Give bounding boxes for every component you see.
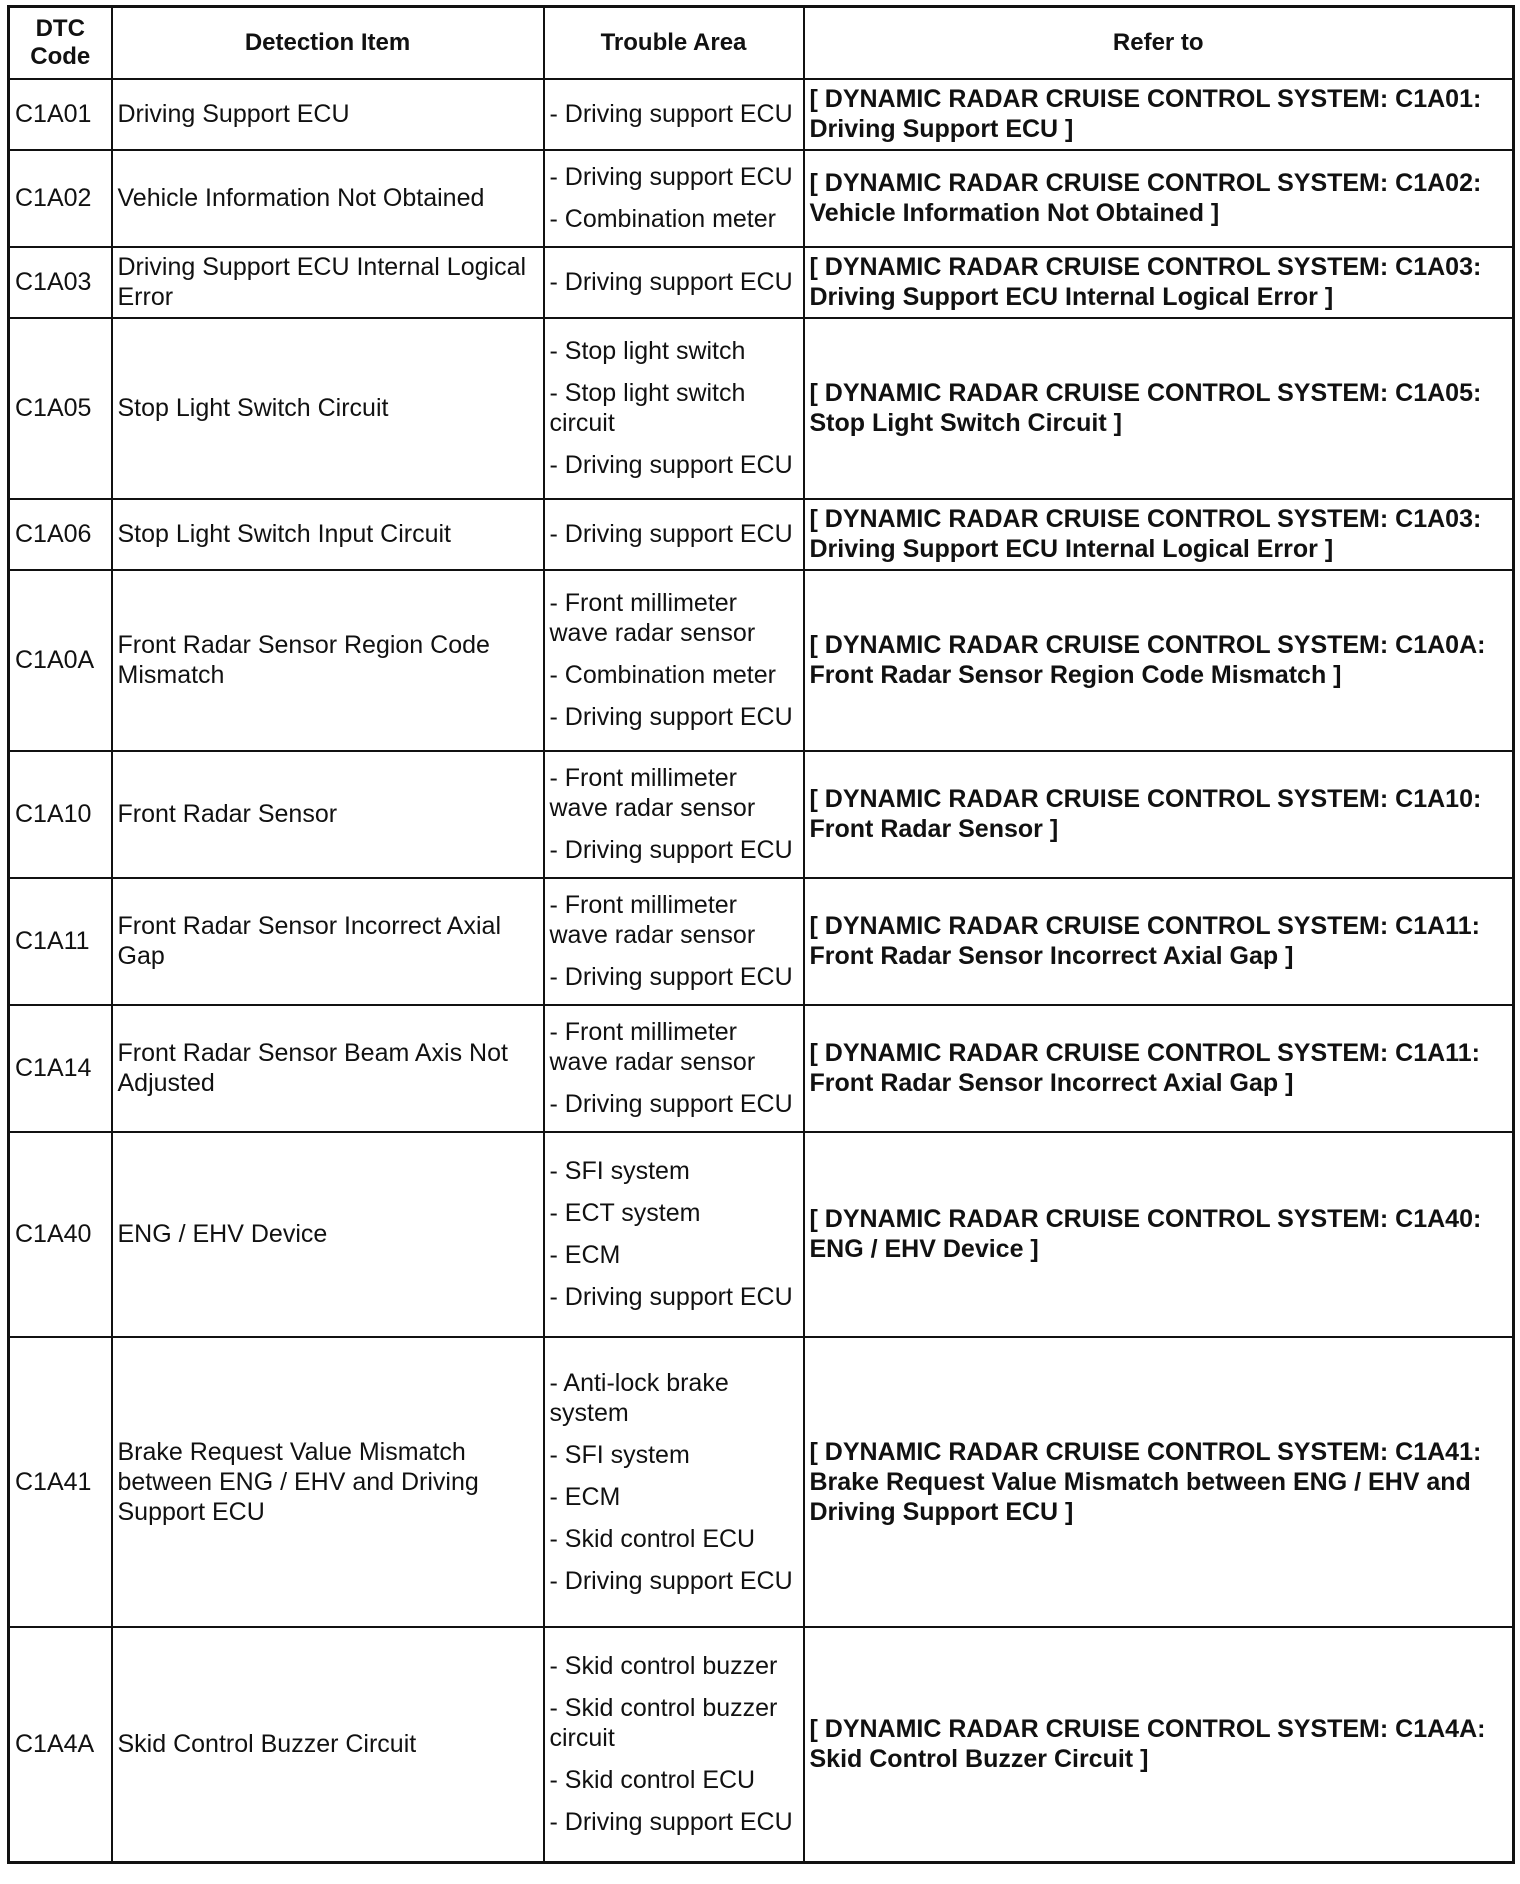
refer-to-link[interactable]: [ DYNAMIC RADAR CRUISE CONTROL SYSTEM: C1A03: Driving Support ECU Internal Logical Error ] bbox=[804, 499, 1514, 570]
detection-item-cell: Driving Support ECU Internal Logical Error bbox=[112, 247, 544, 318]
refer-to-link[interactable]: [ DYNAMIC RADAR CRUISE CONTROL SYSTEM: C1A4A: Skid Control Buzzer Circuit ] bbox=[804, 1627, 1514, 1863]
dtc-table bbox=[7, 5, 1515, 1864]
trouble-area-item: - Driving support ECU bbox=[549, 1566, 793, 1595]
refer-to-link[interactable]: [ DYNAMIC RADAR CRUISE CONTROL SYSTEM: C1A03: Driving Support ECU Internal Logical Error ] bbox=[804, 247, 1514, 318]
table-row bbox=[9, 150, 1514, 247]
dtc-code-cell: C1A11 bbox=[9, 878, 112, 1005]
detection-item-cell: Front Radar Sensor bbox=[112, 751, 544, 878]
dtc-code-cell: C1A01 bbox=[9, 79, 112, 150]
trouble-area-cell bbox=[544, 247, 804, 318]
detection-item-cell: Stop Light Switch Input Circuit bbox=[112, 499, 544, 570]
refer-to-link[interactable]: [ DYNAMIC RADAR CRUISE CONTROL SYSTEM: C1A05: Stop Light Switch Circuit ] bbox=[804, 318, 1514, 499]
trouble-area-cell bbox=[544, 751, 804, 878]
trouble-area-item: - Driving support ECU bbox=[549, 836, 793, 864]
refer-to-link[interactable]: [ DYNAMIC RADAR CRUISE CONTROL SYSTEM: C1A40: ENG / EHV Device ] bbox=[804, 1132, 1514, 1337]
dtc-code-cell: C1A41 bbox=[9, 1337, 112, 1627]
trouble-area-cell bbox=[544, 79, 804, 150]
detection-item-cell: ENG / EHV Device bbox=[112, 1132, 544, 1337]
trouble-area-cell bbox=[544, 1337, 804, 1627]
refer-to-link[interactable]: [ DYNAMIC RADAR CRUISE CONTROL SYSTEM: C1A11: Front Radar Sensor Incorrect Axial Gap ] bbox=[804, 1005, 1514, 1132]
table-row bbox=[9, 878, 1514, 1005]
trouble-area-item: - Front millimeter wave radar sensor bbox=[549, 1018, 756, 1076]
table-row bbox=[9, 247, 1514, 318]
table-row bbox=[9, 751, 1514, 878]
trouble-area-item: - ECM bbox=[549, 1482, 621, 1511]
trouble-area-item: - Driving support ECU bbox=[549, 703, 793, 731]
trouble-area-cell bbox=[544, 318, 804, 499]
trouble-area-item: - Driving support ECU bbox=[549, 520, 793, 548]
table-header bbox=[9, 7, 1514, 79]
trouble-area-item: - Stop light switch bbox=[549, 337, 746, 365]
table-row bbox=[9, 1337, 1514, 1627]
header-trouble-area: Trouble Area bbox=[544, 7, 804, 79]
trouble-area-item: - Driving support ECU bbox=[549, 963, 793, 991]
table-row bbox=[9, 570, 1514, 751]
detection-item-cell: Vehicle Information Not Obtained bbox=[112, 150, 544, 247]
trouble-area-item: - Skid control buzzer bbox=[549, 1652, 778, 1681]
dtc-code-cell: C1A40 bbox=[9, 1132, 112, 1337]
table-row bbox=[9, 1005, 1514, 1132]
header-detection-item: Detection Item bbox=[112, 7, 544, 79]
refer-to-link[interactable]: [ DYNAMIC RADAR CRUISE CONTROL SYSTEM: C1A01: Driving Support ECU ] bbox=[804, 79, 1514, 150]
trouble-area-item: - Front millimeter wave radar sensor bbox=[549, 764, 756, 822]
refer-to-link[interactable]: [ DYNAMIC RADAR CRUISE CONTROL SYSTEM: C1A41: Brake Request Value Mismatch between ENG / EHV and Driving Support ECU ] bbox=[804, 1337, 1514, 1627]
trouble-area-cell bbox=[544, 1132, 804, 1337]
trouble-area-item: - ECT system bbox=[549, 1199, 701, 1227]
trouble-area-item: - Front millimeter wave radar sensor bbox=[549, 589, 756, 647]
trouble-area-item: - Combination meter bbox=[549, 661, 776, 689]
header-dtc-code: DTC Code bbox=[9, 7, 112, 79]
trouble-area-item: - Anti-lock brake system bbox=[549, 1368, 729, 1427]
dtc-code-cell: C1A10 bbox=[9, 751, 112, 878]
refer-to-link[interactable]: [ DYNAMIC RADAR CRUISE CONTROL SYSTEM: C1A11: Front Radar Sensor Incorrect Axial Gap ] bbox=[804, 878, 1514, 1005]
trouble-area-item: - Driving support ECU bbox=[549, 1283, 793, 1311]
refer-to-link[interactable]: [ DYNAMIC RADAR CRUISE CONTROL SYSTEM: C1A02: Vehicle Information Not Obtained ] bbox=[804, 150, 1514, 247]
dtc-code-cell: C1A02 bbox=[9, 150, 112, 247]
detection-item-cell: Front Radar Sensor Beam Axis Not Adjusted bbox=[112, 1005, 544, 1132]
detection-item-cell: Driving Support ECU bbox=[112, 79, 544, 150]
table-body bbox=[9, 79, 1514, 1863]
dtc-code-cell: C1A06 bbox=[9, 499, 112, 570]
trouble-area-cell bbox=[544, 499, 804, 570]
trouble-area-item: - Driving support ECU bbox=[549, 100, 793, 128]
trouble-area-item: - Skid control ECU bbox=[549, 1766, 756, 1795]
refer-to-link[interactable]: [ DYNAMIC RADAR CRUISE CONTROL SYSTEM: C1A10: Front Radar Sensor ] bbox=[804, 751, 1514, 878]
header-row bbox=[9, 7, 1514, 79]
table-row bbox=[9, 79, 1514, 150]
trouble-area-item: - Skid control buzzer circuit bbox=[549, 1694, 778, 1753]
dtc-code-cell: C1A05 bbox=[9, 318, 112, 499]
table-row bbox=[9, 1627, 1514, 1863]
trouble-area-item: - SFI system bbox=[549, 1157, 690, 1185]
detection-item-cell: Front Radar Sensor Region Code Mismatch bbox=[112, 570, 544, 751]
detection-item-cell: Front Radar Sensor Incorrect Axial Gap bbox=[112, 878, 544, 1005]
trouble-area-cell bbox=[544, 570, 804, 751]
trouble-area-item: - Skid control ECU bbox=[549, 1524, 756, 1553]
trouble-area-item: - Driving support ECU bbox=[549, 451, 793, 479]
dtc-code-cell: C1A4A bbox=[9, 1627, 112, 1863]
trouble-area-cell bbox=[544, 1627, 804, 1863]
table-row bbox=[9, 499, 1514, 570]
trouble-area-item: - Driving support ECU bbox=[549, 1090, 793, 1118]
trouble-area-item: - Driving support ECU bbox=[549, 163, 793, 191]
refer-to-link[interactable]: [ DYNAMIC RADAR CRUISE CONTROL SYSTEM: C1A0A: Front Radar Sensor Region Code Mismatch ] bbox=[804, 570, 1514, 751]
dtc-code-cell: C1A03 bbox=[9, 247, 112, 318]
header-refer-to: Refer to bbox=[804, 7, 1514, 79]
trouble-area-item: - Driving support ECU bbox=[549, 268, 793, 296]
table-row bbox=[9, 318, 1514, 499]
detection-item-cell: Skid Control Buzzer Circuit bbox=[112, 1627, 544, 1863]
table-row bbox=[9, 1132, 1514, 1337]
trouble-area-item: - ECM bbox=[549, 1241, 621, 1269]
detection-item-cell: Brake Request Value Mismatch between ENG / EHV and Driving Support ECU bbox=[112, 1337, 544, 1627]
trouble-area-item: - SFI system bbox=[549, 1440, 690, 1469]
dtc-code-cell: C1A14 bbox=[9, 1005, 112, 1132]
trouble-area-cell bbox=[544, 1005, 804, 1132]
trouble-area-item: - Front millimeter wave radar sensor bbox=[549, 891, 756, 949]
trouble-area-item: - Stop light switch circuit bbox=[549, 379, 746, 437]
dtc-code-cell: C1A0A bbox=[9, 570, 112, 751]
trouble-area-item: - Driving support ECU bbox=[549, 1808, 793, 1837]
detection-item-cell: Stop Light Switch Circuit bbox=[112, 318, 544, 499]
trouble-area-cell bbox=[544, 150, 804, 247]
trouble-area-cell bbox=[544, 878, 804, 1005]
trouble-area-item: - Combination meter bbox=[549, 205, 776, 233]
